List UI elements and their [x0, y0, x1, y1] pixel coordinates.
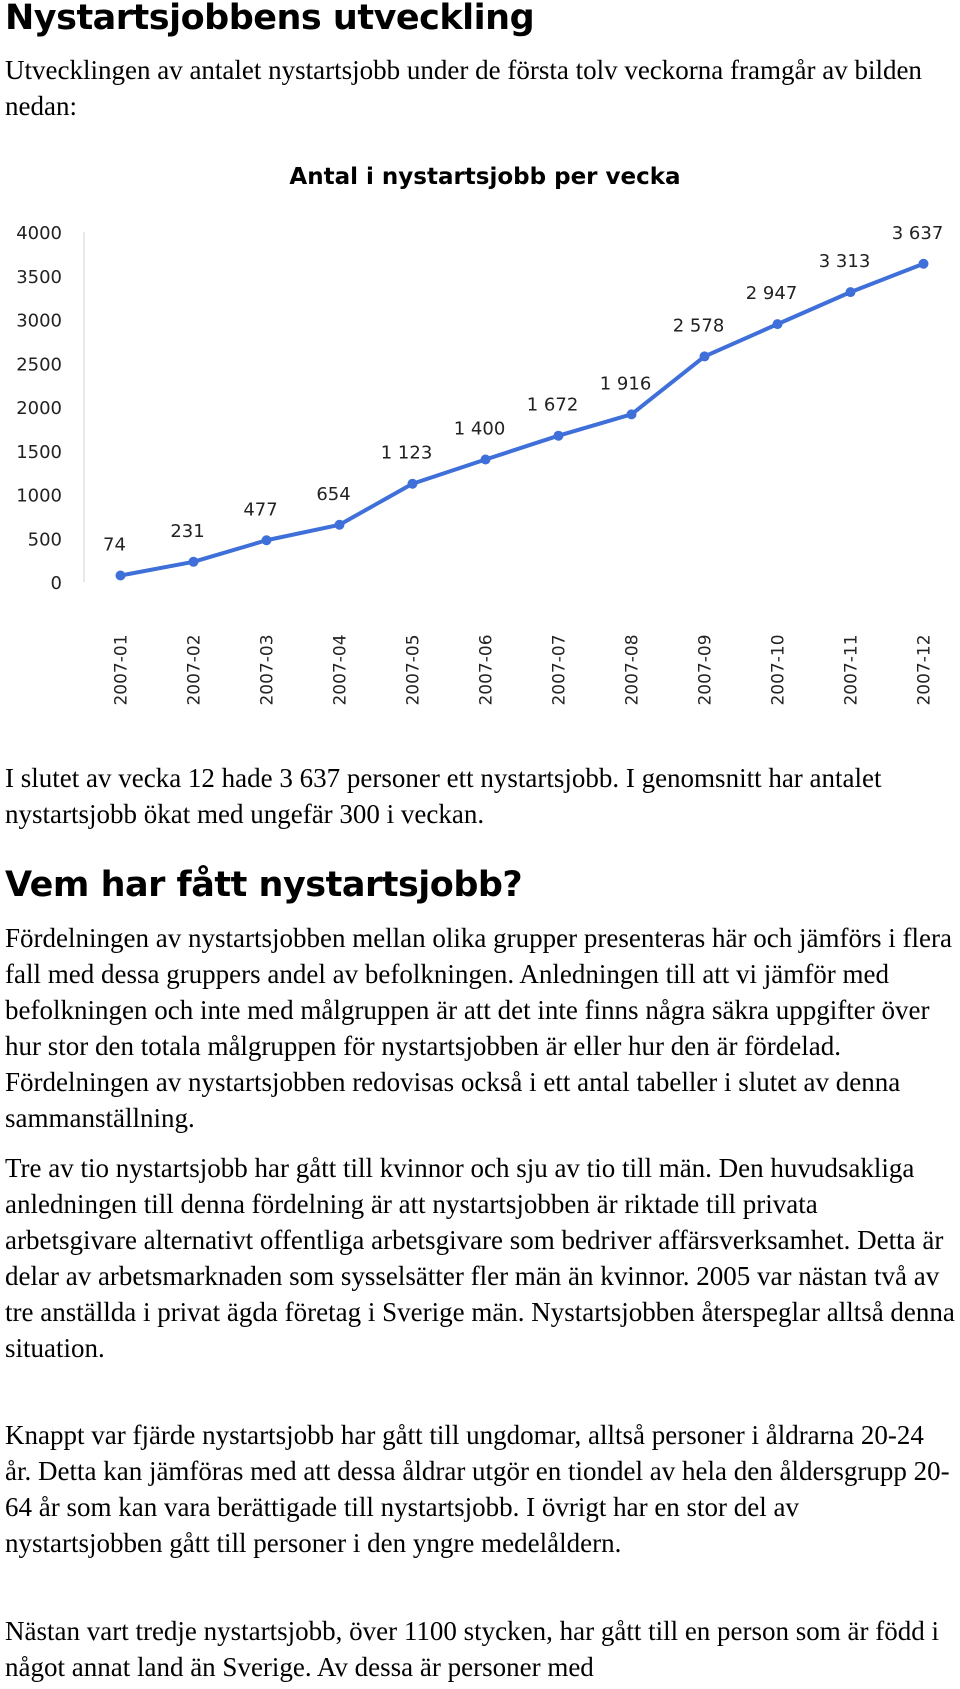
x-tick-label: 2007-04	[330, 634, 351, 706]
y-tick-label: 3000	[16, 310, 62, 332]
data-point	[116, 571, 126, 581]
x-tick-label: 2007-08	[622, 634, 643, 706]
y-tick-label: 3500	[16, 266, 62, 288]
section-heading: Vem har fått nystartsjobb?	[5, 865, 523, 905]
after-chart-paragraph: I slutet av vecka 12 hade 3 637 personer ett nystartsjobb. I genomsnitt har antalet nystartsjobb ökat med ungefär 300 i veckan.	[5, 763, 882, 829]
x-tick-label: 2007-02	[184, 634, 205, 706]
data-label: 2 947	[745, 283, 798, 305]
data-label: 1 123	[380, 442, 433, 464]
x-tick-label: 2007-01	[111, 634, 132, 706]
x-tick-label: 2007-12	[914, 634, 935, 706]
y-tick-label: 4000	[16, 223, 62, 244]
x-tick-label: 2007-03	[257, 634, 278, 706]
y-axis-ticks	[16, 223, 62, 594]
data-label: 3 637	[891, 222, 944, 244]
data-point	[846, 287, 856, 297]
series-points	[116, 259, 929, 581]
y-tick-label: 1000	[16, 485, 62, 507]
y-tick-label: 1500	[16, 441, 62, 463]
data-label: 1 672	[526, 394, 579, 416]
intro-paragraph: Utvecklingen av antalet nystartsjobb under de första tolv veckorna framgår av bilden nedan:	[5, 55, 922, 121]
data-label: 231	[170, 520, 205, 542]
data-point	[700, 351, 710, 361]
data-point	[919, 259, 929, 269]
data-label: 3 313	[818, 251, 871, 273]
data-label: 654	[316, 483, 351, 505]
y-tick-label: 2500	[16, 354, 62, 376]
x-tick-label: 2007-06	[476, 634, 497, 706]
series-line	[121, 264, 924, 576]
weekly-jobs-line-chart	[0, 150, 960, 740]
y-tick-label: 500	[27, 529, 62, 551]
data-label: 74	[103, 534, 126, 556]
x-axis-ticks	[112, 634, 935, 705]
x-tick-label: 2007-11	[841, 634, 862, 706]
data-point	[773, 319, 783, 329]
data-label: 1 916	[599, 373, 652, 395]
x-tick-label: 2007-05	[403, 634, 424, 706]
y-tick-label: 0	[50, 573, 62, 594]
data-point	[189, 557, 199, 567]
data-point	[627, 409, 637, 419]
data-point	[481, 455, 491, 465]
data-label: 477	[243, 499, 278, 521]
x-tick-label: 2007-07	[549, 634, 570, 706]
chart-title: Antal i nystartsjobb per vecka	[289, 164, 681, 190]
body-paragraph-2: Tre av tio nystartsjobb har gått till kvinnor och sju av tio till män. Den huvudsakliga anledningen till denna fördelning är att nystartsjobben är riktade till privata arbetsgivare alternativt offentliga arbetsgivare som bedriver affärsverksamhet. Detta är delar av arbetsmarknaden som sysselsätter fler män än kvinnor. 2005 var nästan två av tre anställda i privat ägda företag i Sverige män. Nystartsjobben återspeglar alltså denna situation.	[5, 1153, 955, 1363]
data-point	[262, 535, 272, 545]
data-point	[408, 479, 418, 489]
data-labels	[103, 223, 943, 556]
data-label: 2 578	[672, 315, 725, 337]
data-point	[335, 520, 345, 530]
x-tick-label: 2007-10	[768, 634, 789, 706]
body-paragraph-3: Knappt var fjärde nystartsjobb har gått till ungdomar, alltså personer i åldrarna 20-24 år. Detta kan jämföras med att dessa åldrar utgör en tiondel av hela den åldersgrupp 20-64 år som kan vara berättigade till nystartsjobb. I övrigt har en stor del av nystartsjobben gått till personer i den yngre medelåldern.	[5, 1420, 950, 1558]
data-label: 1 400	[453, 418, 506, 440]
page-title: Nystartsjobbens utveckling	[5, 0, 535, 38]
y-tick-label: 2000	[16, 398, 62, 419]
x-tick-label: 2007-09	[695, 634, 716, 706]
data-point	[554, 431, 564, 441]
body-paragraph-4: Nästan vart tredje nystartsjobb, över 1100 stycken, har gått till en person som är född i något annat land än Sverige. Av dessa är personer med	[5, 1616, 940, 1682]
body-paragraph-1: Fördelningen av nystartsjobben mellan olika grupper presenteras här och jämförs i flera fall med dessa gruppers andel av befolkningen. Anledningen till att vi jämför med befolkningen och inte med målgruppen är att det inte finns några säkra uppgifter över hur stor den totala målgruppen för nystartsjobben är eller hur den är fördelad. Fördelningen av nystartsjobben redovisas också i ett antal tabeller i slutet av denna sammanställning.	[5, 923, 952, 1133]
